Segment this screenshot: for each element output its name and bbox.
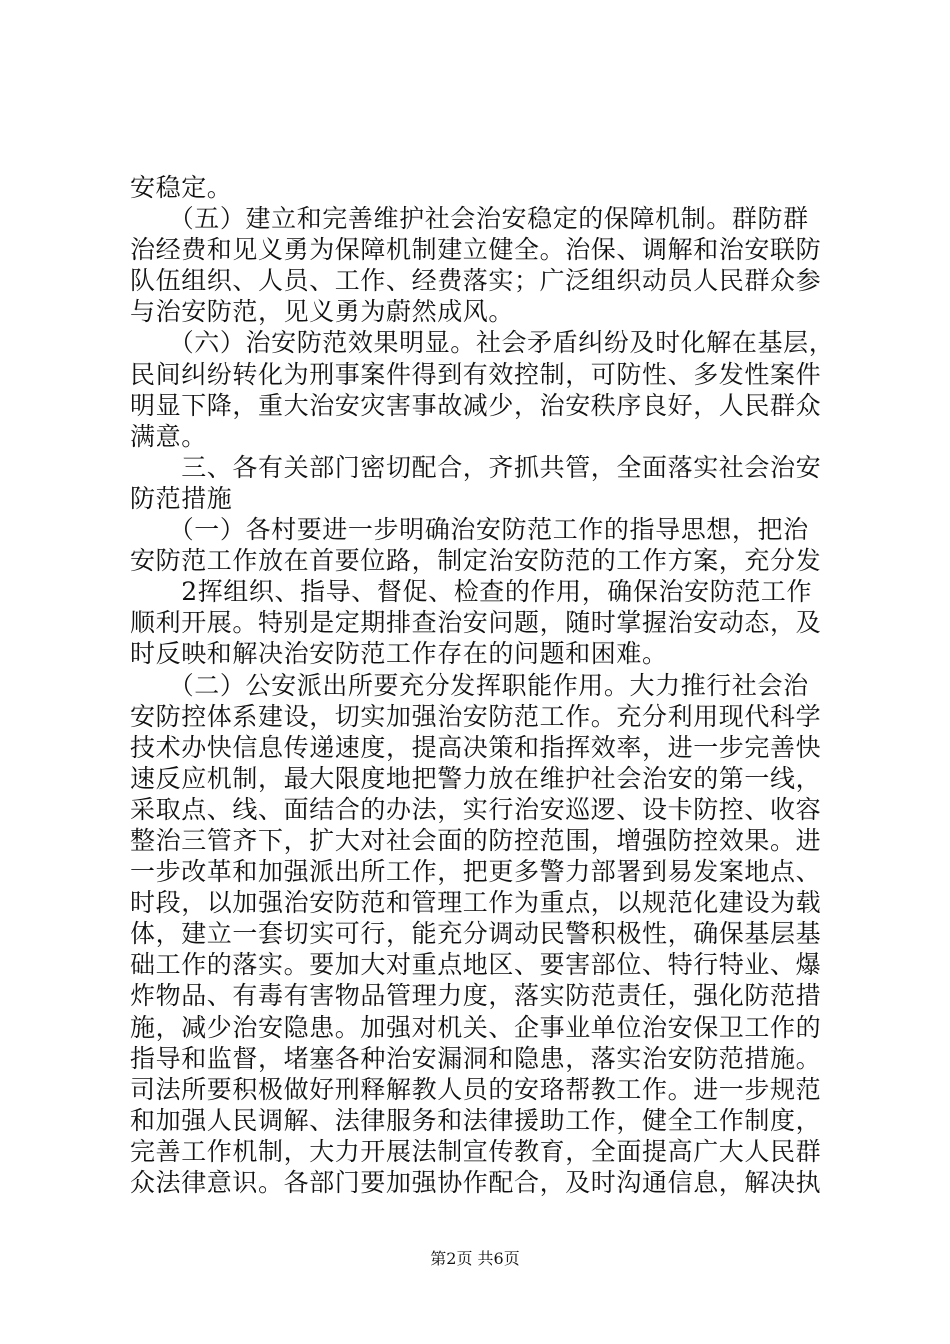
text-line: 体，建立一套切实可行，能充分调动民警积极性，确保基层基 [130,919,822,949]
text-line: 一步改革和加强派出所工作，把更多警力部署到易发案地点、 [130,857,822,887]
text-line: 采取点、线、面结合的办法，实行治安巡逻、设卡防控、收容 [130,794,822,824]
text-line: 明显下降，重大治安灾害事故减少，治安秩序良好，人民群众 [130,390,822,420]
document-body [130,172,840,1198]
text-line: 安防控体系建设，切实加强治安防范工作。充分利用现代科学 [130,701,822,731]
text-line: 指导和监督，堵塞各种治安漏洞和隐患，落实治安防范措施。 [130,1043,822,1073]
text-line: 安防范工作放在首要位路，制定治安防范的工作方案，充分发 [130,546,822,576]
text-line: 和加强人民调解、法律服务和法律援助工作，健全工作制度， [130,1105,822,1135]
text-line: 司法所要积极做好刑释解教人员的安珞帮教工作。进一步规范 [130,1074,822,1104]
text-line: 2挥组织、指导、督促、检查的作用，确保治安防范工作 [130,577,813,607]
text-line: 技术办快信息传递速度，提高决策和指挥效率，进一步完善快 [130,732,822,762]
text-line: （二）公安派出所要充分发挥职能作用。大力推行社会治 [130,670,809,700]
text-line: 速反应机制，最大限度地把警力放在维护社会治安的第一线， [130,763,822,793]
text-line: 防范措施 [130,483,233,513]
text-line: 础工作的落实。要加大对重点地区、要害部位、特行特业、爆 [130,950,822,980]
text-line: 治经费和见义勇为保障机制建立健全。治保、调解和治安联防 [130,235,822,265]
text-line: （一）各村要进一步明确治安防范工作的指导思想，把治 [130,515,809,545]
text-line: 三、各有关部门密切配合，齐抓共管，全面落实社会治安 [130,452,822,482]
text-line: 顺利开展。特别是定期排查治安问题，随时掌握治安动态，及 [130,608,822,638]
text-line: 施，减少治安隐患。加强对机关、企事业单位治安保卫工作的 [130,1012,822,1042]
text-line: 队伍组织、人员、工作、经费落实；广泛组织动员人民群众参 [130,266,822,296]
page-footer: 第2页 共6页 [430,1249,520,1268]
text-line: 安稳定。 [130,173,233,202]
text-line: 与治安防范，见义勇为蔚然成风。 [130,297,515,327]
text-line: 时反映和解决治安防范工作存在的问题和困难。 [130,639,668,669]
text-line: 满意。 [130,421,207,451]
text-line: 众法律意识。各部门要加强协作配合，及时沟通信息，解决执 [130,1168,822,1197]
text-line: 炸物品、有毒有害物品管理力度，落实防范责任，强化防范措 [130,981,822,1011]
text-line: 时段，以加强治安防范和管理工作为重点，以规范化建设为载 [130,888,822,918]
text-line: 完善工作机制，大力开展法制宣传教育，全面提高广大人民群 [130,1136,822,1166]
text-line: 整治三管齐下，扩大对社会面的防控范围，增强防控效果。进 [130,825,822,855]
text-line: （六）治安防范效果明显。社会矛盾纠纷及时化解在基层， [130,328,835,358]
text-line: （五）建立和完善维护社会治安稳定的保障机制。群防群 [130,204,809,234]
text-line: 民间纠纷转化为刑事案件得到有效控制，可防性、多发性案件 [130,359,822,389]
